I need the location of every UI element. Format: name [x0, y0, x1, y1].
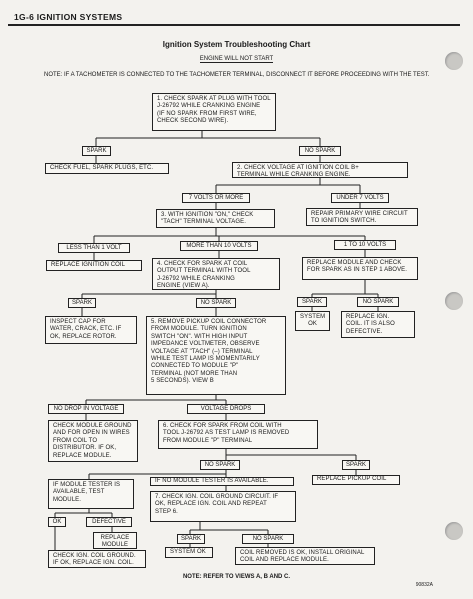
voltage-drops-label: VOLTAGE DROPS — [187, 404, 265, 414]
check-module-ground-box: CHECK MODULE GROUND AND FOR OPEN IN WIRES FROM COIL TO DISTRIBUTOR. IF OK, REPLACE MODULE. — [48, 420, 138, 462]
no-spark-label-1: NO SPARK — [299, 146, 341, 156]
if-module-tester-available-box: IF MODULE TESTER IS AVAILABLE, TEST MODULE. — [48, 479, 134, 509]
replace-ign-coil-defective-box: REPLACE IGN. COIL. IT IS ALSO DEFECTIVE. — [341, 311, 415, 338]
check-ign-coil-ground-box: CHECK IGN. COIL GROUND. IF OK, REPLACE IGN. COIL. — [48, 550, 146, 568]
under-7-volts-label: UNDER 7 VOLTS — [331, 193, 389, 203]
replace-module-check-box: REPLACE MODULE AND CHECK FOR SPARK AS IN STEP 1 ABOVE. — [302, 257, 418, 280]
no-spark-label-6: NO SPARK — [200, 460, 240, 470]
ok-label: OK — [48, 517, 66, 527]
1-to-10-volts-label: 1 TO 10 VOLTS — [334, 240, 396, 250]
step-5-box: 5. REMOVE PICKUP COIL CONNECTOR FROM MODULE. TURN IGNITION SWITCH "ON". WITH HIGH INPUT IMPEDANCE VOLTMETER, OBSERVE VOLTAGE AT "TACH" (–) TERMINAL WHILE TEST LAMP IS MOMENTARILY CONNECTED TO MODULE "P" TERMINAL (NOT MORE THAN 5 SECONDS). VIEW B — [146, 316, 286, 395]
step-4-box: 4. CHECK FOR SPARK AT COIL OUTPUT TERMINAL WITH TOOL J-26792 WHILE CRANKING ENGINE (VIEW A). — [152, 258, 280, 290]
system-ok-box-1: SYSTEM OK — [295, 311, 330, 331]
if-no-module-tester-box: IF NO MODULE TESTER IS AVAILABLE. — [150, 477, 294, 486]
spark-label-right: SPARK — [297, 297, 327, 307]
step-2-box: 2. CHECK VOLTAGE AT IGNITION COIL B+ TERMINAL WHILE CRANKING ENGINE. — [232, 162, 408, 178]
system-ok-box-2: SYSTEM OK — [165, 547, 213, 558]
repair-primary-wire-box: REPAIR PRIMARY WIRE CIRCUIT TO IGNITION SWITCH. — [306, 208, 418, 226]
replace-ignition-coil-box: REPLACE IGNITION COIL — [46, 260, 142, 271]
views-footnote: NOTE: REFER TO VIEWS A, B AND C. — [182, 574, 291, 580]
more-than-10-volts-label: MORE THAN 10 VOLTS — [180, 241, 258, 251]
tach-note: NOTE: IF A TACHOMETER IS CONNECTED TO THE TACHOMETER TERMINAL, DISCONNECT IT BEFORE PROCEEDING WITH THE TEST. — [44, 72, 430, 78]
spark-label-4: SPARK — [68, 298, 96, 308]
no-spark-label-right: NO SPARK — [357, 297, 399, 307]
inspect-cap-box: INSPECT CAP FOR WATER, CRACK, ETC. IF OK, REPLACE ROTOR. — [45, 316, 137, 344]
7-volts-or-more-label: 7 VOLTS OR MORE — [182, 193, 250, 203]
subtitle-text: ENGINE WILL NOT START — [199, 56, 274, 62]
step-3-box: 3. WITH IGNITION "ON," CHECK "TACH" TERMINAL VOLTAGE. — [156, 209, 275, 228]
less-than-1-volt-label: LESS THAN 1 VOLT — [58, 243, 130, 253]
step-7-box: 7. CHECK IGN. COIL GROUND CIRCUIT. IF OK, REPLACE IGN. COIL AND REPEAT STEP 6. — [150, 491, 296, 522]
chart-title: Ignition System Troubleshooting Chart — [162, 40, 311, 49]
check-fuel-box: CHECK FUEL, SPARK PLUGS, ETC. — [45, 163, 169, 174]
no-spark-label-4: NO SPARK — [196, 298, 236, 308]
spark-label-7: SPARK — [177, 534, 205, 544]
spark-label-1: SPARK — [82, 146, 111, 156]
defective-label: DEFECTIVE — [86, 517, 132, 527]
figure-id: 90832A — [415, 582, 433, 588]
replace-pickup-coil-box: REPLACE PICKUP COIL — [312, 475, 400, 485]
no-spark-label-7: NO SPARK — [242, 534, 294, 544]
no-drop-in-voltage-label: NO DROP IN VOLTAGE — [48, 404, 124, 414]
section-header: 1G-6 IGNITION SYSTEMS — [14, 12, 123, 22]
step-1-box: 1. CHECK SPARK AT PLUG WITH TOOL J-26792 WHILE CRANKING ENGINE (IF NO SPARK FROM FIRST WIRE, CHECK SECOND WIRE). — [152, 93, 276, 131]
spark-label-6: SPARK — [342, 460, 370, 470]
coil-removed-ok-box: COIL REMOVED IS OK, INSTALL ORIGINAL COIL AND REPLACE MODULE. — [235, 547, 375, 565]
replace-module-box: REPLACE MODULE — [93, 532, 137, 549]
step-6-box: 6. CHECK FOR SPARK FROM COIL WITH TOOL J-26792 AS TEST LAMP IS REMOVED FROM MODULE "P" TERMINAL — [158, 420, 318, 449]
